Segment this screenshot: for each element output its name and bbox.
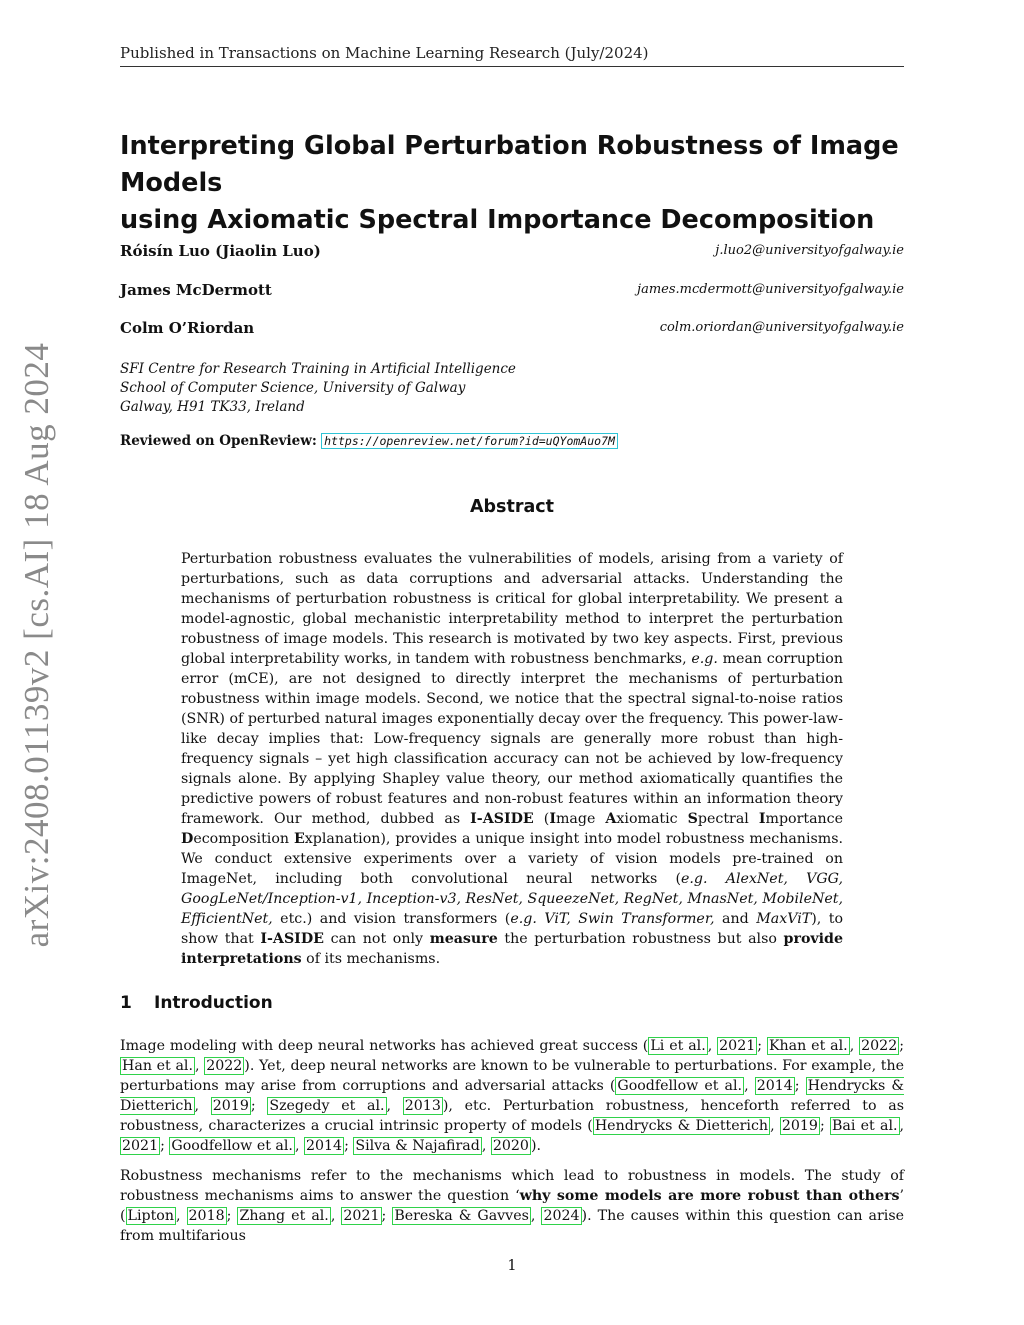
author-name: Róisín Luo (Jiaolin Luo) [120, 242, 321, 260]
citation-link[interactable]: 2014 [305, 1138, 343, 1154]
citation-link[interactable]: Goodfellow et al. [617, 1078, 743, 1094]
citation-link[interactable]: 2020 [492, 1138, 529, 1154]
citation-link[interactable]: Bereska & Gavves [394, 1208, 529, 1224]
author-email[interactable]: colm.oriordan@universityofgalway.ie [659, 320, 904, 335]
header-rule [120, 66, 904, 67]
citation-link[interactable]: Li et al. [650, 1038, 706, 1054]
openreview-link[interactable]: https://openreview.net/forum?id=uQYomAuo7M [321, 433, 618, 449]
author-email[interactable]: james.mcdermott@universityofgalway.ie [637, 282, 904, 297]
section-heading [120, 993, 273, 1013]
author-email[interactable]: j.luo2@universityofgalway.ie [715, 243, 904, 258]
author-row [120, 242, 904, 260]
citation-link[interactable]: Silva & Najafirad [355, 1138, 480, 1154]
citation-link[interactable]: Bai et al. [831, 1118, 898, 1134]
arxiv-watermark [2, 342, 72, 948]
method-name: I-ASIDE [470, 811, 534, 827]
citation-link[interactable]: Han et al. [122, 1058, 193, 1074]
citation-link[interactable]: Lipton [127, 1208, 174, 1224]
method-name: I-ASIDE [260, 931, 324, 947]
page-number: 1 [507, 1258, 517, 1274]
affiliation-line: School of Computer Science, University of Galway [120, 380, 466, 396]
intro-paragraph-1: Image modeling with deep neural networks has achieved great success ( Li et al. , 2021 ; Khan et al. , 2022 ; Han et al. , 2022 ). Yet, deep neural networks are known to be vulnerable to perturbations. For example, the perturbations may arise from corruptions and adversarial attacks ( Goodfellow et al. , 2014 ; Hendrycks & Dietterich , 2019 ; Szegedy et al. , 2013 ), etc. Perturbation robustness, henceforth referred to as robustness, characterizes a crucial intrinsic property of models ( Hendrycks & Dietterich , 2019 ; Bai et al. , 2021 ; Goodfellow et al. , 2014 ; Silva & Najafirad , 2020 ). [120, 1038, 905, 1154]
citation-link[interactable]: Hendrycks & Dietterich [120, 1078, 904, 1114]
citation-link[interactable]: Szegedy et al. [269, 1098, 385, 1114]
section-number: 1 [120, 993, 132, 1013]
citation-link[interactable]: 2013 [404, 1098, 441, 1114]
citation-link[interactable]: Goodfellow et al. [171, 1138, 293, 1154]
affiliation-line: Galway, H91 TK33, Ireland [120, 399, 305, 415]
author-row [120, 319, 904, 337]
review-line [120, 433, 618, 449]
citation-link[interactable]: 2018 [188, 1208, 225, 1224]
review-label: Reviewed on OpenReview: [120, 433, 317, 449]
citation-link[interactable]: 2021 [719, 1038, 756, 1054]
affiliation-line: SFI Centre for Research Training in Artificial Intelligence [120, 361, 516, 377]
running-header: Published in Transactions on Machine Learning Research (July/2024) [120, 44, 649, 62]
citation-link[interactable]: 2019 [781, 1118, 818, 1134]
affiliation [120, 360, 516, 417]
citation-link[interactable]: 2022 [861, 1038, 898, 1054]
author-row [120, 281, 904, 299]
paper-title [120, 128, 920, 239]
intro-paragraph-2: Robustness mechanisms refer to the mechanisms which lead to robustness in models. The study of robustness mechanisms aims to answer the question ‘why some models are more robust than others’ ( Lipton , 2018 ; Zhang et al. , 2021 ; Bereska & Gavves , 2024 ). The causes within this question can arise from multifarious [120, 1168, 905, 1244]
citation-link[interactable]: 2021 [122, 1138, 159, 1154]
author-name: James McDermott [120, 281, 272, 299]
abstract-body: Perturbation robustness evaluates the vulnerabilities of models, arising from a variety of perturbations, such as data corruptions and adversarial attacks. Understanding the mechanisms of perturbation robustness is critical for global interpretability. We present a model-agnostic, global mechanistic interpretability method to interpret the perturbation robustness of image models. This research is motivated by two key aspects. First, previous global interpretability works, in tandem with robustness benchmarks, e.g. mean corruption error (mCE), are not designed to directly interpret the mechanisms of perturbation robustness within image models. Second, we notice that the spectral signal-to-noise ratios (SNR) of perturbed natural images exponentially decay over the frequency. This power-law-like decay implies that: Low-frequency signals are generally more robust than high-frequency signals – yet high classification accuracy can not be achieved by low-frequency signals alone. By applying Shapley value theory, our method axiomatically quantifies the predictive powers of robust features and non-robust features within an information theory framework. Our method, dubbed as I-ASIDE (Image Axiomatic Spectral Importance Decomposition Explanation), provides a unique insight into model robustness mechanisms. We conduct extensive experiments over a variety of vision models pre-trained on ImageNet, including both convolutional neural networks (e.g. AlexNet, VGG, GoogLeNet/Inception-v1, Inception-v3, ResNet, SqueezeNet, RegNet, MnasNet, MobileNet, EfficientNet, etc.) and vision transformers (e.g. ViT, Swin Transformer, and MaxViT), to show that I-ASIDE can not only measure the perturbation robustness but also provide interpretations of its mechanisms. [181, 551, 844, 967]
citation-link[interactable]: 2022 [206, 1058, 243, 1074]
citation-link[interactable]: 2021 [343, 1208, 380, 1224]
citation-link[interactable]: 2024 [543, 1208, 580, 1224]
citation-link[interactable]: Hendrycks & Dietterich [594, 1118, 769, 1134]
arxiv-id: arXiv:2408.01139v2 [cs.AI] 18 Aug 2024 [17, 342, 56, 948]
citation-link[interactable]: Khan et al. [768, 1038, 848, 1054]
section-title: Introduction [154, 993, 273, 1013]
title-line-1: Interpreting Global Perturbation Robustness of Image Models [120, 131, 899, 198]
abstract-heading: Abstract [469, 497, 555, 517]
citation-link[interactable]: 2014 [756, 1078, 793, 1094]
title-line-2: using Axiomatic Spectral Importance Decomposition [120, 205, 875, 235]
citation-link[interactable]: Zhang et al. [239, 1208, 329, 1224]
citation-link[interactable]: 2019 [212, 1098, 249, 1114]
author-name: Colm O’Riordan [120, 319, 255, 337]
